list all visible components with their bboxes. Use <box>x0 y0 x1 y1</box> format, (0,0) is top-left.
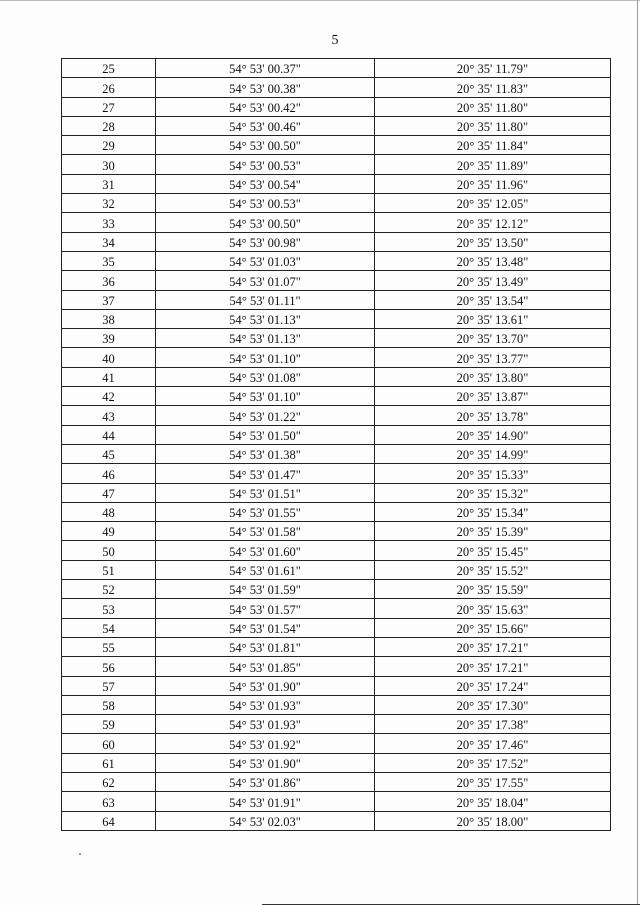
latitude-cell: 54° 53' 00.42" <box>156 97 375 116</box>
point-number-cell: 63 <box>62 792 156 811</box>
point-number-cell: 30 <box>62 155 156 174</box>
longitude-cell: 20° 35' 17.21" <box>375 657 611 676</box>
point-number-cell: 58 <box>62 695 156 714</box>
longitude-cell: 20° 35' 13.49" <box>375 271 611 290</box>
point-number-cell: 34 <box>62 232 156 251</box>
longitude-cell: 20° 35' 13.54" <box>375 290 611 309</box>
point-number-cell: 45 <box>62 444 156 463</box>
latitude-cell: 54° 53' 01.38" <box>156 444 375 463</box>
latitude-cell: 54° 53' 01.51" <box>156 483 375 502</box>
point-number-cell: 61 <box>62 753 156 772</box>
table-row <box>62 213 611 232</box>
latitude-cell: 54° 53' 01.54" <box>156 618 375 637</box>
latitude-cell: 54° 53' 01.81" <box>156 637 375 656</box>
latitude-cell: 54° 53' 00.46" <box>156 116 375 135</box>
latitude-cell: 54° 53' 01.90" <box>156 753 375 772</box>
point-number-cell: 59 <box>62 715 156 734</box>
table-row <box>62 734 611 753</box>
latitude-cell: 54° 53' 01.55" <box>156 502 375 521</box>
longitude-cell: 20° 35' 13.61" <box>375 309 611 328</box>
table-row <box>62 618 611 637</box>
longitude-cell: 20° 35' 15.32" <box>375 483 611 502</box>
point-number-cell: 29 <box>62 136 156 155</box>
longitude-cell: 20° 35' 11.96" <box>375 174 611 193</box>
point-number-cell: 50 <box>62 541 156 560</box>
longitude-cell: 20° 35' 12.12" <box>375 213 611 232</box>
latitude-cell: 54° 53' 01.93" <box>156 695 375 714</box>
latitude-cell: 54° 53' 01.57" <box>156 599 375 618</box>
point-number-cell: 47 <box>62 483 156 502</box>
point-number-cell: 55 <box>62 637 156 656</box>
point-number-cell: 42 <box>62 387 156 406</box>
table-row <box>62 676 611 695</box>
table-row <box>62 367 611 386</box>
longitude-cell: 20° 35' 15.33" <box>375 464 611 483</box>
table-row <box>62 425 611 444</box>
table-row <box>62 502 611 521</box>
latitude-cell: 54° 53' 00.53" <box>156 155 375 174</box>
table-row <box>62 715 611 734</box>
table-row <box>62 657 611 676</box>
point-number-cell: 53 <box>62 599 156 618</box>
longitude-cell: 20° 35' 17.55" <box>375 772 611 791</box>
longitude-cell: 20° 35' 13.77" <box>375 348 611 367</box>
point-number-cell: 28 <box>62 116 156 135</box>
latitude-cell: 54° 53' 00.53" <box>156 194 375 213</box>
latitude-cell: 54° 53' 00.37" <box>156 59 375 78</box>
latitude-cell: 54° 53' 01.90" <box>156 676 375 695</box>
table-row <box>62 541 611 560</box>
latitude-cell: 54° 53' 01.47" <box>156 464 375 483</box>
latitude-cell: 54° 53' 01.10" <box>156 387 375 406</box>
latitude-cell: 54° 53' 01.13" <box>156 329 375 348</box>
table-row <box>62 290 611 309</box>
latitude-cell: 54° 53' 01.58" <box>156 522 375 541</box>
point-number-cell: 38 <box>62 309 156 328</box>
latitude-cell: 54° 53' 01.59" <box>156 580 375 599</box>
point-number-cell: 32 <box>62 194 156 213</box>
longitude-cell: 20° 35' 15.52" <box>375 560 611 579</box>
longitude-cell: 20° 35' 13.70" <box>375 329 611 348</box>
longitude-cell: 20° 35' 15.66" <box>375 618 611 637</box>
point-number-cell: 35 <box>62 251 156 270</box>
point-number-cell: 36 <box>62 271 156 290</box>
longitude-cell: 20° 35' 17.38" <box>375 715 611 734</box>
table-row <box>62 464 611 483</box>
latitude-cell: 54° 53' 01.08" <box>156 367 375 386</box>
latitude-cell: 54° 53' 01.91" <box>156 792 375 811</box>
point-number-cell: 48 <box>62 502 156 521</box>
longitude-cell: 20° 35' 11.80" <box>375 116 611 135</box>
point-number-cell: 52 <box>62 580 156 599</box>
table-row <box>62 695 611 714</box>
point-number-cell: 26 <box>62 78 156 97</box>
coordinates-table <box>61 58 611 831</box>
point-number-cell: 25 <box>62 59 156 78</box>
table-row <box>62 329 611 348</box>
point-number-cell: 57 <box>62 676 156 695</box>
latitude-cell: 54° 53' 01.85" <box>156 657 375 676</box>
table-row <box>62 772 611 791</box>
longitude-cell: 20° 35' 15.34" <box>375 502 611 521</box>
longitude-cell: 20° 35' 17.30" <box>375 695 611 714</box>
table-row <box>62 406 611 425</box>
point-number-cell: 44 <box>62 425 156 444</box>
table-row <box>62 97 611 116</box>
longitude-cell: 20° 35' 15.59" <box>375 580 611 599</box>
longitude-cell: 20° 35' 11.80" <box>375 97 611 116</box>
longitude-cell: 20° 35' 18.04" <box>375 792 611 811</box>
latitude-cell: 54° 53' 01.93" <box>156 715 375 734</box>
point-number-cell: 43 <box>62 406 156 425</box>
latitude-cell: 54° 53' 00.98" <box>156 232 375 251</box>
longitude-cell: 20° 35' 15.63" <box>375 599 611 618</box>
point-number-cell: 62 <box>62 772 156 791</box>
latitude-cell: 54° 53' 00.38" <box>156 78 375 97</box>
table-row <box>62 116 611 135</box>
longitude-cell: 20° 35' 17.24" <box>375 676 611 695</box>
page-number: 5 <box>331 33 339 48</box>
table-row <box>62 78 611 97</box>
point-number-cell: 31 <box>62 174 156 193</box>
longitude-cell: 20° 35' 18.00" <box>375 811 611 830</box>
latitude-cell: 54° 53' 01.13" <box>156 309 375 328</box>
latitude-cell: 54° 53' 01.11" <box>156 290 375 309</box>
longitude-cell: 20° 35' 15.39" <box>375 522 611 541</box>
latitude-cell: 54° 53' 01.50" <box>156 425 375 444</box>
table-row <box>62 522 611 541</box>
table-row <box>62 194 611 213</box>
latitude-cell: 54° 53' 01.03" <box>156 251 375 270</box>
point-number-cell: 40 <box>62 348 156 367</box>
point-number-cell: 33 <box>62 213 156 232</box>
longitude-cell: 20° 35' 14.90" <box>375 425 611 444</box>
latitude-cell: 54° 53' 01.07" <box>156 271 375 290</box>
point-number-cell: 41 <box>62 367 156 386</box>
table-row <box>62 348 611 367</box>
point-number-cell: 56 <box>62 657 156 676</box>
table-row <box>62 580 611 599</box>
latitude-cell: 54° 53' 01.22" <box>156 406 375 425</box>
longitude-cell: 20° 35' 13.48" <box>375 251 611 270</box>
scan-speck <box>79 853 81 855</box>
latitude-cell: 54° 53' 01.92" <box>156 734 375 753</box>
page-edge-top <box>0 0 640 1</box>
latitude-cell: 54° 53' 01.60" <box>156 541 375 560</box>
point-number-cell: 39 <box>62 329 156 348</box>
longitude-cell: 20° 35' 14.99" <box>375 444 611 463</box>
table-row <box>62 599 611 618</box>
longitude-cell: 20° 35' 11.83" <box>375 78 611 97</box>
point-number-cell: 64 <box>62 811 156 830</box>
point-number-cell: 60 <box>62 734 156 753</box>
longitude-cell: 20° 35' 11.84" <box>375 136 611 155</box>
longitude-cell: 20° 35' 17.21" <box>375 637 611 656</box>
point-number-cell: 54 <box>62 618 156 637</box>
page-edge-right <box>637 0 638 905</box>
table-row <box>62 483 611 502</box>
longitude-cell: 20° 35' 13.50" <box>375 232 611 251</box>
longitude-cell: 20° 35' 11.89" <box>375 155 611 174</box>
table-row <box>62 251 611 270</box>
latitude-cell: 54° 53' 00.50" <box>156 213 375 232</box>
table-row <box>62 811 611 830</box>
latitude-cell: 54° 53' 00.54" <box>156 174 375 193</box>
table-row <box>62 271 611 290</box>
table-row <box>62 444 611 463</box>
longitude-cell: 20° 35' 12.05" <box>375 194 611 213</box>
longitude-cell: 20° 35' 17.46" <box>375 734 611 753</box>
point-number-cell: 37 <box>62 290 156 309</box>
longitude-cell: 20° 35' 17.52" <box>375 753 611 772</box>
point-number-cell: 51 <box>62 560 156 579</box>
table-row <box>62 309 611 328</box>
latitude-cell: 54° 53' 00.50" <box>156 136 375 155</box>
table-row <box>62 155 611 174</box>
coordinates-table-body <box>62 59 611 831</box>
table-row <box>62 174 611 193</box>
longitude-cell: 20° 35' 13.78" <box>375 406 611 425</box>
longitude-cell: 20° 35' 13.80" <box>375 367 611 386</box>
latitude-cell: 54° 53' 02.03" <box>156 811 375 830</box>
point-number-cell: 49 <box>62 522 156 541</box>
longitude-cell: 20° 35' 11.79" <box>375 59 611 78</box>
table-row <box>62 136 611 155</box>
latitude-cell: 54° 53' 01.86" <box>156 772 375 791</box>
table-row <box>62 753 611 772</box>
longitude-cell: 20° 35' 15.45" <box>375 541 611 560</box>
point-number-cell: 46 <box>62 464 156 483</box>
table-row <box>62 792 611 811</box>
point-number-cell: 27 <box>62 97 156 116</box>
latitude-cell: 54° 53' 01.10" <box>156 348 375 367</box>
table-row <box>62 59 611 78</box>
table-row <box>62 560 611 579</box>
longitude-cell: 20° 35' 13.87" <box>375 387 611 406</box>
latitude-cell: 54° 53' 01.61" <box>156 560 375 579</box>
table-row <box>62 232 611 251</box>
table-row <box>62 637 611 656</box>
table-row <box>62 387 611 406</box>
